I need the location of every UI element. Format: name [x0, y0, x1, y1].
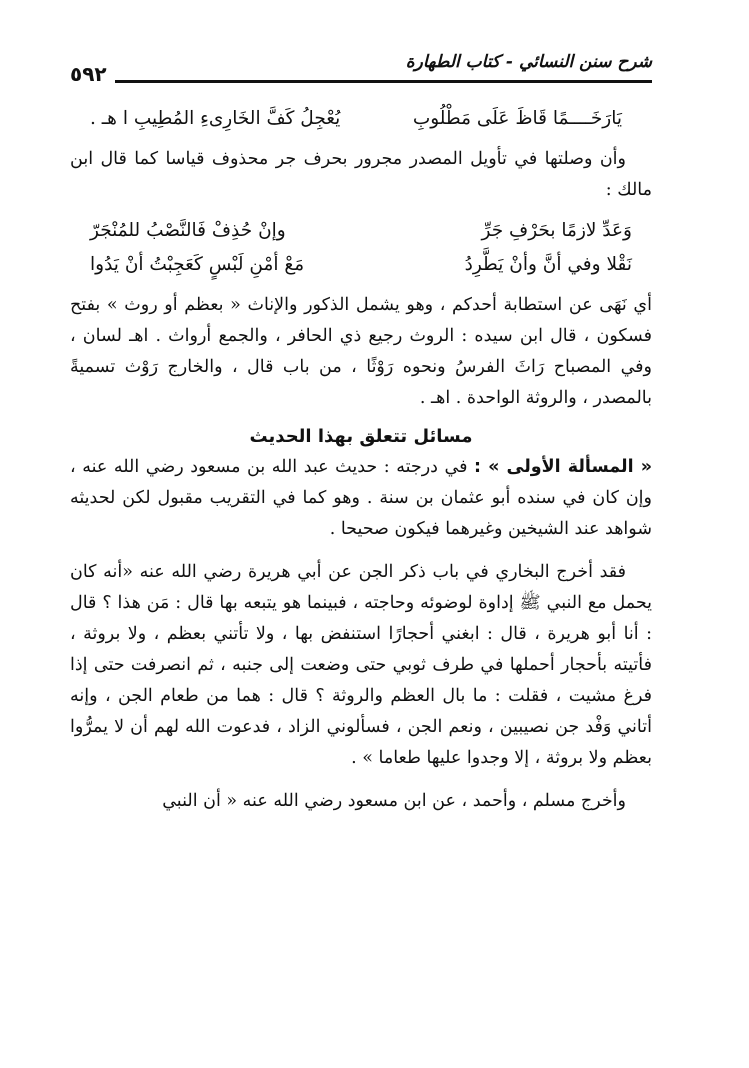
page-number: ٥٩٢: [70, 62, 115, 86]
page-body: [70, 102, 652, 817]
paragraph-rawth: أي نَهَى عن استطابة أحدكم ، وهو يشمل الذكور والإناث « بعظم أو روث » بفتح فسكون ، قال ابن سيده : الروث رجيع ذي الحافر ، والجمع أرواث . اهـ لسان ، وفي المصباح رَاثَ الفرسُ ونحوه رَوْثًا ، من باب قال ، والخارج رَوْث تسميةً بالمصدر ، والروثة الواحدة . اهـ .: [70, 295, 652, 408]
verse-hemistich-second: وإنْ حُذِفْ فَالنَّصْبُ للمُنْجَرّ: [90, 220, 286, 241]
paragraph-masdar: وأن وصلتها في تأويل المصدر مجرور بحرف جر محذوف قياسا كما قال ابن مالك :: [70, 149, 652, 200]
running-header: [70, 52, 652, 92]
issue-label: « المسألة الأولى » :: [474, 457, 652, 477]
poem-verse-ibn-malik-1: [70, 214, 652, 248]
paragraph-first-issue: [70, 452, 652, 545]
verse-hemistich-first: يَارَخَــــمًا قَاظَ عَلَى مَطْلُوبِ: [412, 108, 622, 129]
paragraph-muslim-hadith: وأخرج مسلم ، وأحمد ، عن ابن مسعود رضي الله عنه « أن النبي: [162, 791, 626, 811]
verse-hemistich-first: نَقْلا وفي أنَّ وأنْ يَطَّرِدُ: [464, 254, 632, 275]
verse-hemistich-second: يُعْجِلُ كَفَّ الخَارِىءِ المُطِيبِ ا هـ .: [90, 108, 341, 129]
paragraph-bukhari-hadith: فقد أخرج البخاري في باب ذكر الجن عن أبي هريرة رضي الله عنه «أنه كان يحمل مع النبي ﷺ إداوة لوضوئه وحاجته ، فبينما هو يتبعه بها قال : مَن هذا ؟ قال : أنا أبو هريرة ، قال : ابغني أحجارًا استنفض بها ، ولا تأتني بعظم ، ولا بروثة ، فأتيته بأحجار أحملها في طرف ثوبي حتى وضعت إلى جنبه ، ثم انصرفت حتى إذا فرغ مشيت ، فقلت : ما بال العظم والروثة ؟ قال : هما من طعام الجن ، وإنه أتاني وَفْد جن نصيبين ، ونعم الجن ، فسألوني الزاد ، فدعوت الله لهم أن لا يمرُّوا بعظم ولا بروثة ، إلا وجدوا عليها طعاما » .: [70, 562, 652, 768]
section-heading: مسائل تتعلق بهذا الحديث: [249, 426, 473, 447]
issue-text: في درجته : حديث عبد الله بن مسعود رضي الله عنه ، وإن كان في سنده أبو عثمان بن سنة . وهو كما في التقريب مقبول لكن لحديثه شواهد عند الشيخين وغيرهما فيكون صحيحا .: [70, 457, 652, 539]
header-rule: [70, 80, 652, 83]
running-title: شرح سنن النسائي - كتاب الطهارة: [405, 52, 652, 72]
poem-verse-ibn-malik-2: [70, 248, 652, 282]
verse-hemistich-second: مَعْ أمْنِ لَبْسٍ كَعَجِبْتُ أنْ يَدُوا: [90, 254, 305, 275]
poem-verse-intro: [70, 102, 652, 136]
verse-hemistich-first: وَعَدِّ لازمًا بحَرْفِ جَرِّ: [481, 220, 632, 241]
